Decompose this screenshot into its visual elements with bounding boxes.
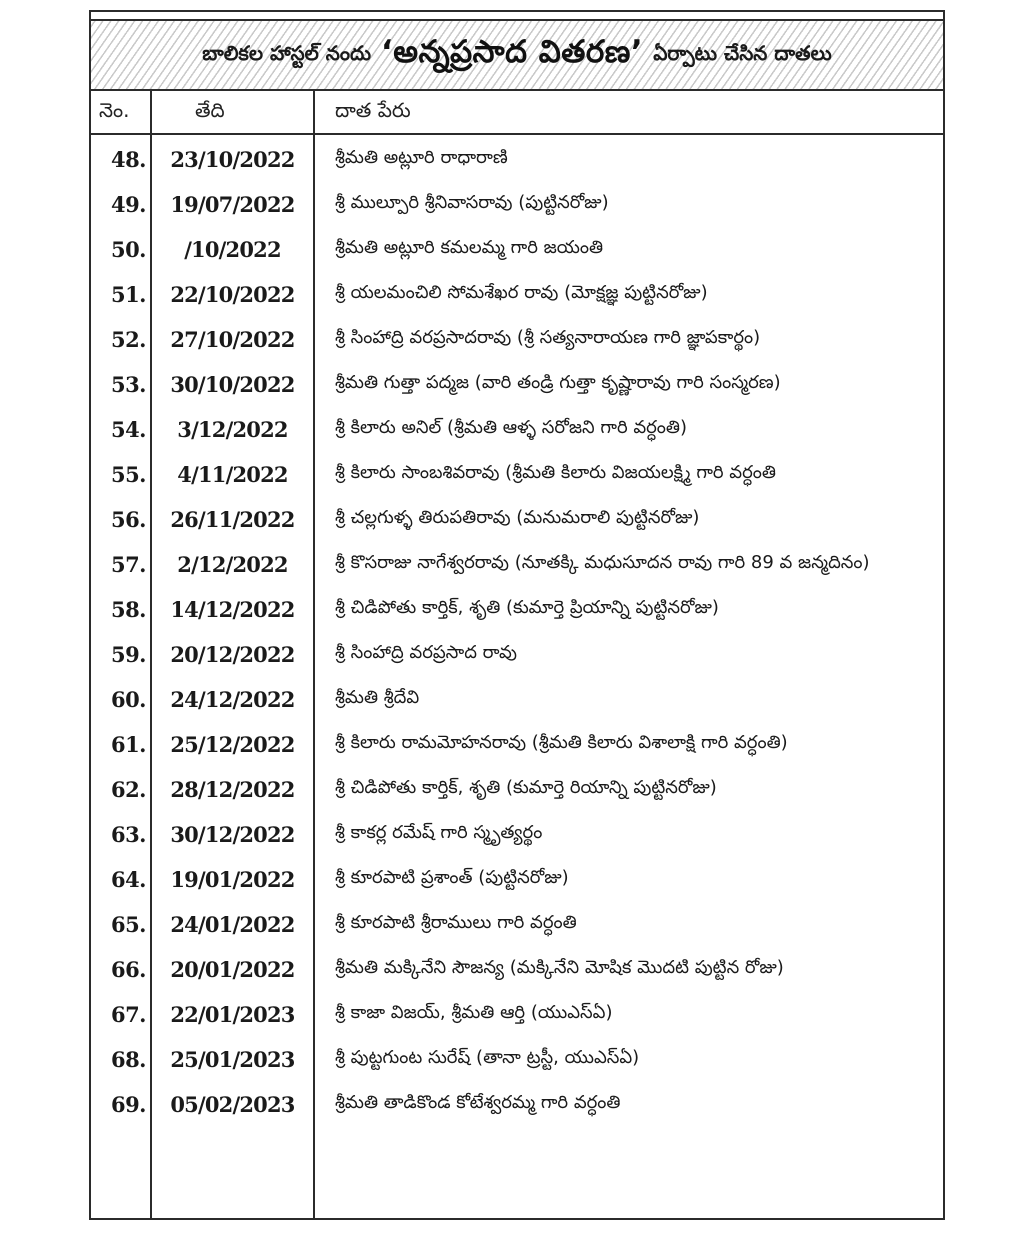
table-row — [91, 227, 943, 272]
row-number: 67. — [110, 1002, 146, 1027]
row-number: 52. — [110, 327, 146, 352]
row-number: 66. — [110, 957, 146, 982]
row-date: 22/10/2022 — [170, 282, 295, 307]
top-strip — [91, 12, 943, 21]
row-donor-name: శ్రీ కాజా విజయ్, శ్రీమతి ఆర్తి (యుఎస్ఏ) — [335, 1002, 613, 1023]
row-date: 28/12/2022 — [170, 777, 295, 802]
row-donor-name: శ్రీ కూరపాటి శ్రీరాములు గారి వర్ధంతి — [335, 912, 577, 933]
table-row — [91, 722, 943, 767]
row-date: /10/2022 — [184, 237, 281, 262]
row-number: 51. — [110, 282, 146, 307]
row-number: 54. — [110, 417, 146, 442]
row-number: 53. — [110, 372, 146, 397]
row-donor-name: శ్రీ కిలారు అనిల్ (శ్రీమతి ఆళ్ళ సరోజని గారి వర్ధంతి) — [335, 417, 688, 438]
row-number: 68. — [110, 1047, 146, 1072]
table-row — [91, 317, 943, 362]
table-row — [91, 632, 943, 677]
title-prefix: బాలికల హాస్టల్ నందు — [202, 40, 372, 65]
row-date: 20/12/2022 — [170, 642, 295, 667]
row-number: 48. — [110, 147, 146, 172]
table-header — [91, 91, 943, 135]
row-date: 25/01/2023 — [170, 1047, 295, 1072]
row-date: 22/01/2023 — [170, 1002, 295, 1027]
table-row — [91, 362, 943, 407]
row-number: 64. — [110, 867, 146, 892]
row-donor-name: శ్రీ కాకర్ల రమేష్ గారి స్మృత్యర్థం — [335, 822, 543, 843]
title-banner — [91, 21, 943, 91]
row-date: 30/12/2022 — [170, 822, 295, 847]
table-body — [91, 137, 943, 1127]
row-date: 24/01/2022 — [170, 912, 295, 937]
table-row — [91, 1082, 943, 1127]
row-donor-name: శ్రీ చిడిపోతు కార్తిక్, శృతి (కుమార్తె ప్రియాన్ని పుట్టినరోజు) — [335, 597, 719, 618]
row-date: 20/01/2022 — [170, 957, 295, 982]
row-number: 55. — [110, 462, 146, 487]
title-suffix: ఏర్పాటు చేసిన దాతలు — [653, 40, 832, 65]
row-date: 23/10/2022 — [170, 147, 295, 172]
header-number: నెం. — [99, 97, 130, 122]
table-row — [91, 542, 943, 587]
row-donor-name: శ్రీ కిలారు సాంబశివరావు (శ్రీమతి కిలారు విజయలక్ష్మి గారి వర్ధంతి — [335, 462, 776, 483]
table-row — [91, 407, 943, 452]
donors-table-frame — [89, 10, 945, 1220]
row-date: 30/10/2022 — [170, 372, 295, 397]
table-row — [91, 812, 943, 857]
row-date: 2/12/2022 — [177, 552, 288, 577]
row-donor-name: శ్రీ చల్లగుళ్ళ తిరుపతిరావు (మనుమరాలి పుట్టినరోజు) — [335, 507, 700, 528]
row-number: 61. — [110, 732, 146, 757]
table-row — [91, 272, 943, 317]
row-donor-name: శ్రీమతి గుత్తా పద్మజ (వారి తండ్రి గుత్తా కృష్ణారావు గారి సంస్మరణ) — [335, 372, 781, 393]
row-number: 65. — [110, 912, 146, 937]
table-row — [91, 137, 943, 182]
row-donor-name: శ్రీ కూరపాటి ప్రశాంత్ (పుట్టినరోజు) — [335, 867, 569, 888]
table-row — [91, 767, 943, 812]
row-number: 63. — [110, 822, 146, 847]
row-donor-name: శ్రీ ముల్పూరి శ్రీనివాసరావు (పుట్టినరోజు) — [335, 192, 609, 213]
table-row — [91, 902, 943, 947]
row-number: 50. — [110, 237, 146, 262]
row-date: 14/12/2022 — [170, 597, 295, 622]
row-donor-name: శ్రీ సింహాద్రి వరప్రసాద రావు — [335, 642, 517, 663]
row-donor-name: శ్రీమతి తాడికొండ కోటేశ్వరమ్మ గారి వర్ధంతి — [335, 1092, 621, 1113]
row-date: 26/11/2022 — [170, 507, 295, 532]
table-row — [91, 452, 943, 497]
row-donor-name: శ్రీమతి అట్లూరి కమలమ్మ గారి జయంతి — [335, 237, 604, 258]
row-date: 24/12/2022 — [170, 687, 295, 712]
row-date: 27/10/2022 — [170, 327, 295, 352]
row-date: 4/11/2022 — [177, 462, 288, 487]
row-number: 59. — [110, 642, 146, 667]
row-donor-name: శ్రీ పుట్టగుంట సురేష్ (తానా ట్రస్టీ, యుఎస్ఏ) — [335, 1047, 640, 1068]
row-donor-name: శ్రీమతి అట్లూరి రాధారాణి — [335, 147, 508, 168]
row-donor-name: శ్రీమతి మక్కినేని సౌజన్య (మక్కినేని మోషిక మొదటి పుట్టిన రోజు) — [335, 957, 784, 978]
row-donor-name: శ్రీ సింహాద్రి వరప్రసాదరావు (శ్రీ సత్యనారాయణ గారి జ్ఞాపకార్థం) — [335, 327, 761, 348]
row-number: 56. — [110, 507, 146, 532]
table-row — [91, 992, 943, 1037]
row-number: 58. — [110, 597, 146, 622]
row-date: 19/07/2022 — [170, 192, 295, 217]
row-number: 62. — [110, 777, 146, 802]
table-row — [91, 1037, 943, 1082]
table-row — [91, 947, 943, 992]
table-row — [91, 182, 943, 227]
row-date: 3/12/2022 — [177, 417, 288, 442]
table-row — [91, 677, 943, 722]
row-date: 05/02/2023 — [170, 1092, 295, 1117]
row-number: 57. — [110, 552, 146, 577]
table-row — [91, 857, 943, 902]
row-donor-name: శ్రీమతి శ్రీదేవి — [335, 687, 420, 708]
row-donor-name: శ్రీ కిలారు రామమోహనరావు (శ్రీమతి కిలారు విశాలాక్షి గారి వర్ధంతి) — [335, 732, 788, 753]
row-donor-name: శ్రీ కొసరాజు నాగేశ్వరరావు (నూతక్కి మధుసూదన రావు గారి 89 వ జన్మదినం) — [335, 552, 870, 573]
header-date: తేది — [195, 97, 225, 122]
row-number: 69. — [110, 1092, 146, 1117]
row-donor-name: శ్రీ చిడిపోతు కార్తిక్, శృతి (కుమార్తె రియాన్ని పుట్టినరోజు) — [335, 777, 717, 798]
row-donor-name: శ్రీ యలమంచిలి సోమశేఖర రావు (మోక్షజ్ఞ పుట్టినరోజు) — [335, 282, 708, 303]
table-row — [91, 587, 943, 632]
row-number: 60. — [110, 687, 146, 712]
header-donor-name: దాత పేరు — [335, 97, 411, 122]
row-date: 19/01/2022 — [170, 867, 295, 892]
row-number: 49. — [110, 192, 146, 217]
title-highlight: ‘అన్నప్రసాద వితరణ’ — [381, 33, 644, 70]
row-date: 25/12/2022 — [170, 732, 295, 757]
table-row — [91, 497, 943, 542]
